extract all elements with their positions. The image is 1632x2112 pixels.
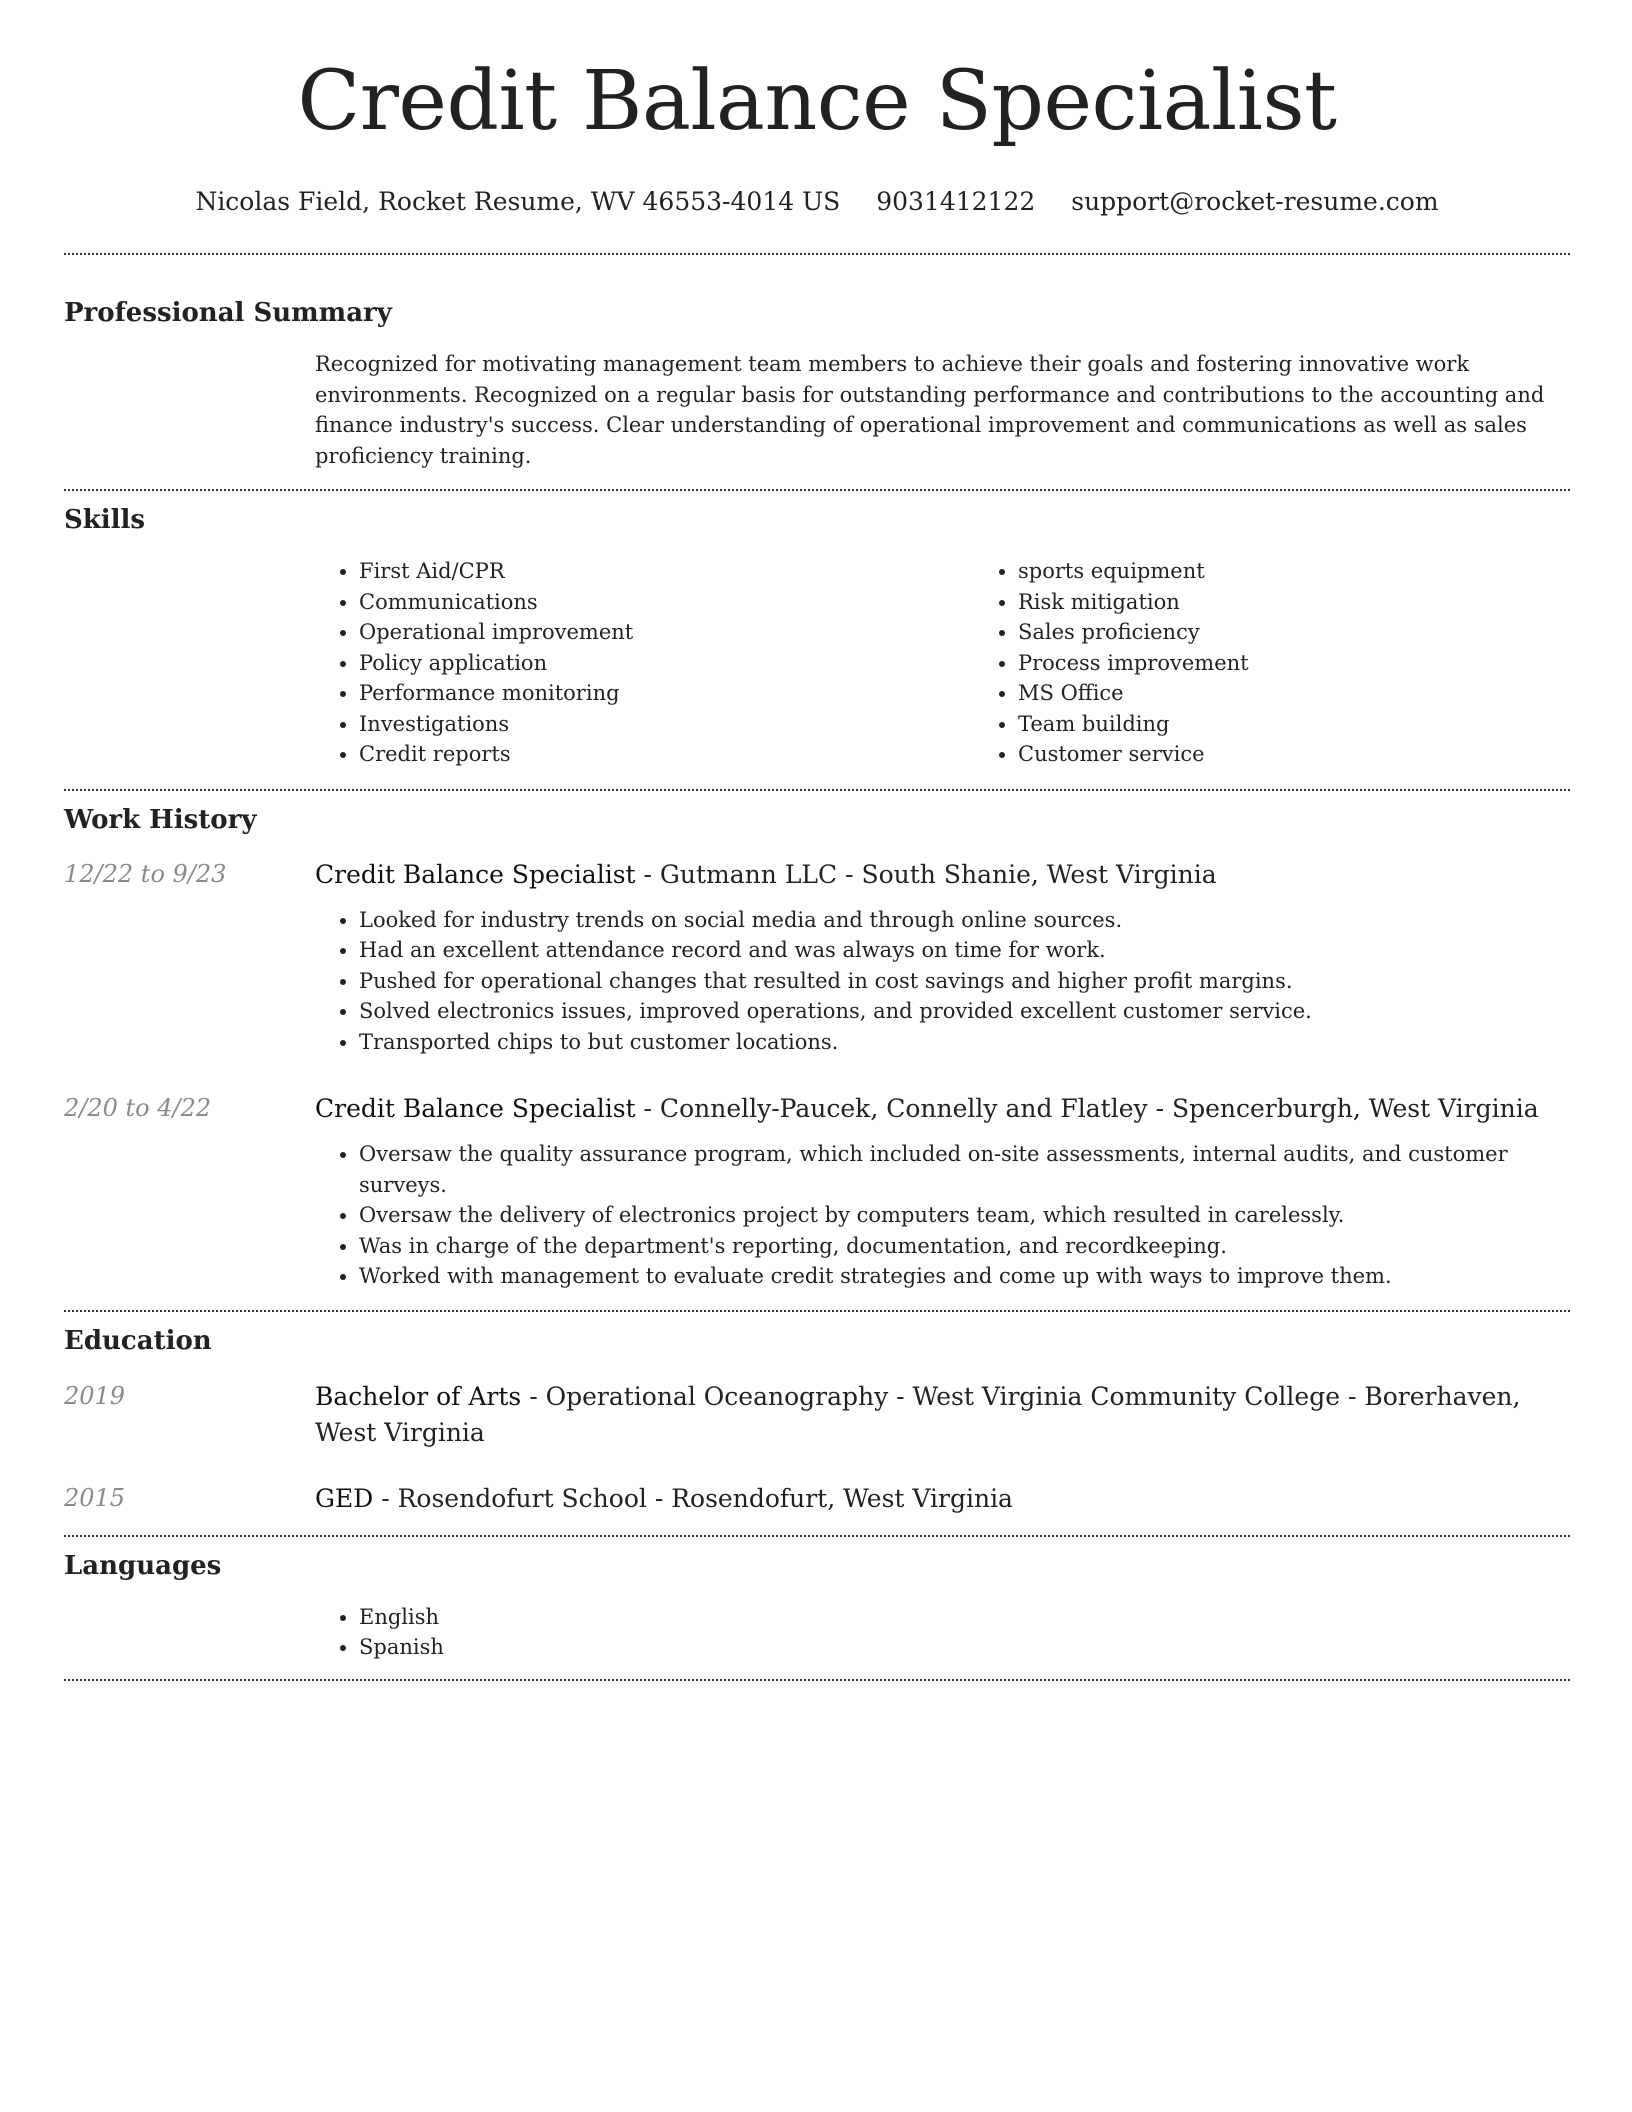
education-entry	[64, 1481, 1570, 1517]
contact-email: support@rocket-resume.com	[1071, 187, 1439, 216]
education-entry	[64, 1379, 1570, 1451]
resume-title: Credit Balance Specialist	[297, 54, 1337, 149]
summary-text: Recognized for motivating management team members to achieve their goals and fostering innovative work environments. Recognized on a regular basis for outstanding performance and contributions to the accounting and finance industry's success. Clear understanding of operational improvement and communications as well as sales proficiency training.	[315, 352, 1545, 468]
skill-item: • Performance monitoring	[359, 678, 974, 709]
job-bullet: • Solved electronics issues, improved operations, and provided excellent customer service.	[359, 996, 1570, 1027]
job-entry	[64, 857, 1570, 1058]
skills-list-right	[974, 556, 1632, 770]
skill-item: • Credit reports	[359, 739, 974, 770]
job-bullets	[315, 1139, 1570, 1292]
education-year: 2019	[64, 1381, 126, 1410]
section-heading: Skills	[64, 505, 146, 535]
job-bullet: • Had an excellent attendance record and was always on time for work.	[359, 935, 1570, 966]
job-dates: 2/20 to 4/22	[64, 1094, 212, 1122]
contact-phone: 9031412122	[876, 187, 1036, 216]
contact-address: Nicolas Field, Rocket Resume, WV 46553-4014 US	[195, 187, 841, 216]
job-heading	[315, 857, 1570, 893]
contact-line	[64, 186, 1570, 218]
job-dates: 12/22 to 9/23	[64, 859, 227, 888]
job-bullet: • Oversaw the quality assurance program, which included on-site assessments, internal audits, and customer surveys.	[359, 1139, 1570, 1200]
divider	[64, 253, 1570, 255]
job-bullet: • Was in charge of the department's reporting, documentation, and recordkeeping.	[359, 1231, 1570, 1262]
education-heading	[315, 1379, 1570, 1451]
section-heading: Languages	[64, 1550, 222, 1581]
job-bullet: • Pushed for operational changes that resulted in cost savings and higher profit margins.	[359, 966, 1570, 997]
skill-item: • First Aid/CPR	[359, 556, 974, 587]
education-heading	[315, 1481, 1570, 1517]
skill-item: • Process improvement	[1018, 648, 1632, 679]
divider	[64, 489, 1570, 491]
skill-item: • Customer service	[1018, 739, 1632, 770]
skills-section	[64, 503, 1570, 770]
job-employer: - Gutmann LLC - South Shanie, West Virginia	[635, 859, 1217, 889]
job-entry	[64, 1091, 1570, 1292]
job-bullet: • Oversaw the delivery of electronics project by computers team, which resulted in carelessly.	[359, 1200, 1570, 1231]
education-year: 2015	[64, 1483, 126, 1512]
job-bullet: • Looked for industry trends on social media and through online sources.	[359, 905, 1570, 936]
section-heading: Work History	[64, 804, 257, 835]
job-employer: - Connelly-Paucek, Connelly and Flatley - Spencerburgh, West Virginia	[635, 1094, 1539, 1123]
language-item: • Spanish	[359, 1632, 1570, 1663]
languages-section	[64, 1549, 1570, 1663]
skill-item: • Policy application	[359, 648, 974, 679]
education-details: - Rosendofurt School - Rosendofurt, West Virginia	[373, 1483, 1013, 1513]
skill-item: • Investigations	[359, 709, 974, 740]
work-history-section	[64, 803, 1570, 1292]
languages-list	[315, 1602, 1570, 1663]
language-item: • English	[359, 1602, 1570, 1633]
job-title: Credit Balance Specialist	[315, 859, 636, 889]
skill-item: • Risk mitigation	[1018, 587, 1632, 618]
section-heading: Professional Summary	[64, 298, 392, 328]
skill-item: • sports equipment	[1018, 556, 1632, 587]
job-heading	[315, 1091, 1570, 1127]
divider	[64, 1310, 1570, 1312]
education-degree: GED	[315, 1483, 374, 1513]
divider	[64, 789, 1570, 791]
divider	[64, 1535, 1570, 1537]
divider	[64, 1679, 1570, 1681]
education-degree: Bachelor of Arts	[315, 1381, 522, 1411]
skill-item: • Sales proficiency	[1018, 617, 1632, 648]
skill-item: • Team building	[1018, 709, 1632, 740]
education-section	[64, 1324, 1570, 1517]
education-details: - Operational Oceanography - West Virginia Community College - Borerhaven, West Virginia	[315, 1381, 1521, 1447]
skill-item: • Communications	[359, 587, 974, 618]
summary-section	[64, 296, 1570, 471]
skill-item: • Operational improvement	[359, 617, 974, 648]
skill-item: • MS Office	[1018, 678, 1632, 709]
job-bullets	[315, 905, 1570, 1058]
job-bullet: • Transported chips to but customer locations.	[359, 1027, 1570, 1058]
skills-list-left	[315, 556, 974, 770]
job-bullet: • Worked with management to evaluate credit strategies and come up with ways to improve them.	[359, 1261, 1570, 1292]
section-heading: Education	[64, 1325, 212, 1356]
job-title: Credit Balance Specialist	[315, 1094, 636, 1123]
resume-page	[64, 0, 1570, 1681]
